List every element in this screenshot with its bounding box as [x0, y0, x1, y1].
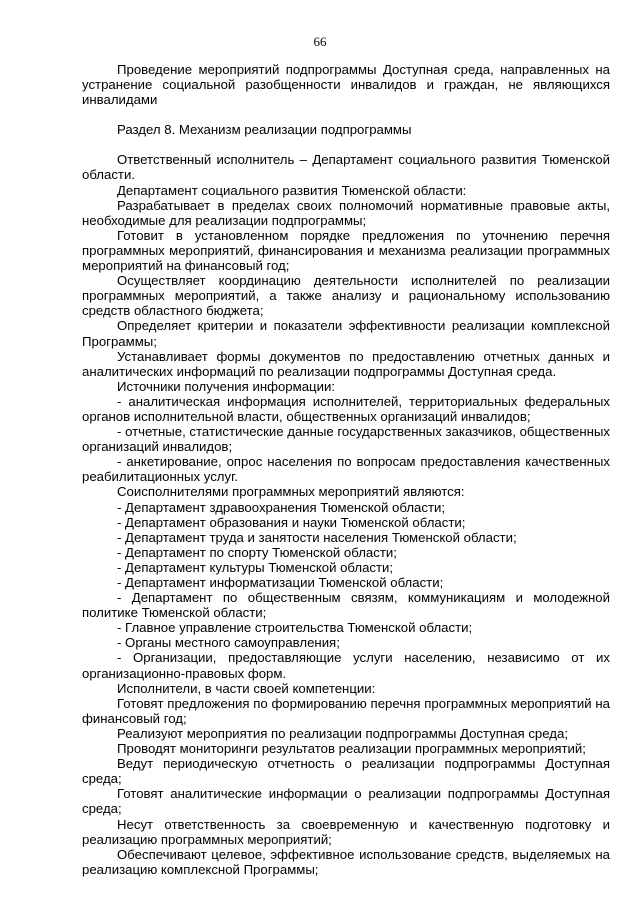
paragraph: Проводят мониторинги результатов реализации программных мероприятий;: [117, 741, 586, 757]
page-number: 66: [313, 34, 327, 49]
paragraph: - Организации, предоставляющие услуги населению, независимо от их организационно-правовых форм.: [82, 650, 610, 681]
paragraph: Готовит в установленном порядке предложения по уточнению перечня программных мероприятий, финансирования и механизма реализации программных мероприятий на финансовый год;: [82, 227, 610, 274]
paragraph: - Органы местного самоуправления;: [117, 635, 340, 651]
paragraph: - отчетные, статистические данные государственных заказчиков, общественных организаций инвалидов;: [82, 424, 610, 455]
paragraph: - Департамент культуры Тюменской области;: [117, 559, 394, 575]
paragraph: Ответственный исполнитель – Департамент социального развития Тюменской области.: [82, 152, 610, 183]
paragraph: Готовят аналитические информации о реализации подпрограммы Доступная среда;: [82, 786, 610, 817]
paragraph: Исполнители, в части своей компетенции:: [117, 680, 376, 696]
paragraph: - Департамент труда и занятости населения Тюменской области;: [117, 529, 517, 545]
paragraph: Соисполнителями программных мероприятий являются:: [117, 484, 465, 500]
paragraph: Несут ответственность за своевременную и качественную подготовку и реализацию программных мероприятий;: [82, 816, 610, 847]
paragraph: - Департамент образования и науки Тюменской области;: [117, 514, 466, 530]
paragraph: Источники получения информации:: [117, 378, 335, 394]
paragraph: Разрабатывает в пределах своих полномочий нормативные правовые акты, необходимые для реализации подпрограммы;: [82, 197, 610, 228]
paragraph: Обеспечивают целевое, эффективное использование средств, выделяемых на реализацию комплексной Программы;: [82, 846, 610, 877]
paragraph: - Департамент информатизации Тюменской области;: [117, 575, 444, 590]
paragraph: - Главное управление строительства Тюменской области;: [117, 620, 473, 636]
paragraph: - Департамент по спорту Тюменской области;: [117, 544, 397, 560]
paragraph: Осуществляет координацию деятельности исполнителей по реализации программных мероприятий, а также анализу и рациональному использованию средств областного бюджета;: [82, 273, 610, 319]
paragraph: - аналитическая информация исполнителей, территориальных федеральных органов исполнительной власти, общественных организаций инвалидов;: [82, 393, 610, 424]
paragraph: Определяет критерии и показатели эффективности реализации комплексной Программы;: [82, 318, 610, 349]
paragraph: - Департамент по общественным связям, коммуникациям и молодежной политике Тюменской области;: [82, 590, 610, 621]
paragraph: - анкетирование, опрос населения по вопросам предоставления качественных реабилитационных услуг.: [82, 454, 610, 485]
paragraph: Департамент социального развития Тюменской области:: [117, 182, 467, 198]
paragraph: Реализуют мероприятия по реализации подпрограммы Доступная среда;: [117, 725, 569, 741]
paragraph: Ведут периодическую отчетность о реализации подпрограммы Доступная среда;: [82, 756, 610, 787]
section-heading: Раздел 8. Механизм реализации подпрограммы: [117, 122, 412, 138]
paragraph: Готовят предложения по формированию перечня программных мероприятий на финансовый год;: [82, 695, 610, 726]
paragraph-list: [82, 152, 610, 877]
paragraph: - Департамент здравоохранения Тюменской области;: [117, 499, 446, 515]
body-text: [82, 62, 610, 877]
paragraph: Устанавливает формы документов по предоставлению отчетных данных и аналитических информаций по реализации подпрограммы Доступная среда.: [82, 348, 610, 379]
intro-paragraph: Проведение мероприятий подпрограммы Доступная среда, направленных на устранение социальной разобщенности инвалидов и граждан, не являющихся инвалидами: [82, 62, 610, 108]
